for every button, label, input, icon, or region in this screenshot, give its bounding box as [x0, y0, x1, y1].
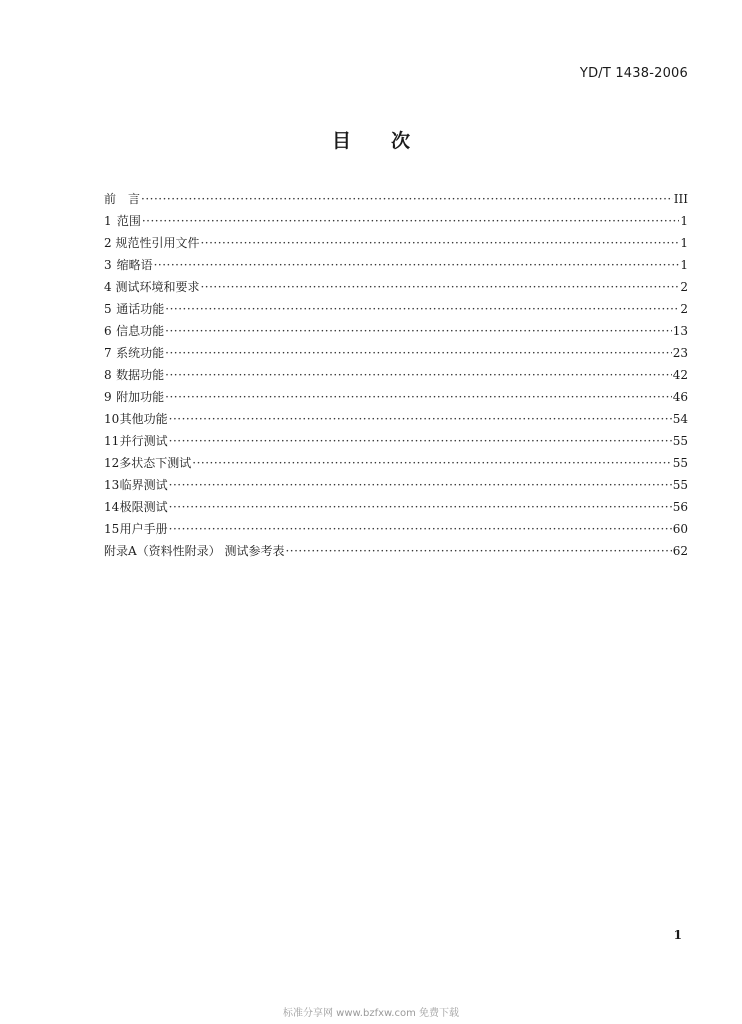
toc-leader-dots — [200, 232, 679, 254]
toc-leader-dots — [169, 474, 672, 496]
toc-leader-dots — [165, 364, 672, 386]
toc-entry-foreword[interactable] — [104, 188, 688, 210]
table-of-contents — [104, 188, 688, 562]
toc-entry-9[interactable] — [104, 386, 688, 408]
standard-code: YD/T 1438-2006 — [579, 66, 688, 81]
toc-entry-6[interactable] — [104, 320, 688, 342]
page-title — [0, 126, 742, 153]
toc-leader-dots — [142, 210, 680, 232]
toc-leader-dots — [141, 188, 673, 210]
toc-entry-number: 7 — [104, 346, 112, 360]
toc-entry-number: 6 — [104, 324, 112, 338]
toc-entry-title: 临界测试 — [119, 478, 168, 492]
toc-entry-2[interactable] — [104, 232, 688, 254]
toc-entry-title: 信息功能 — [116, 324, 165, 338]
toc-entry-title: 系统功能 — [116, 346, 165, 360]
toc-leader-dots — [200, 276, 679, 298]
toc-entry-title: 前 言 — [104, 192, 141, 206]
toc-page-number: 42 — [672, 368, 688, 382]
toc-entry-title: 极限测试 — [119, 500, 168, 514]
toc-entry-number: 8 — [104, 368, 112, 382]
toc-entry-title: 数据功能 — [116, 368, 165, 382]
toc-leader-dots — [165, 386, 672, 408]
toc-entry-title: 附录A（资料性附录） 测试参考表 — [104, 544, 285, 558]
toc-leader-dots — [285, 540, 671, 562]
toc-entry-number: 2 — [104, 236, 112, 250]
toc-entry-title: 缩略语 — [116, 258, 153, 272]
toc-entry-title: 附加功能 — [116, 390, 165, 404]
toc-entry-1[interactable] — [104, 210, 688, 232]
toc-entry-3[interactable] — [104, 254, 688, 276]
toc-entry-number: 4 — [104, 280, 112, 294]
toc-leader-dots — [169, 496, 672, 518]
toc-page-number: 55 — [672, 456, 688, 470]
toc-page-number: 1 — [680, 214, 688, 228]
page-number: 1 — [673, 928, 682, 942]
toc-entry-14[interactable] — [104, 496, 688, 518]
toc-entry-number: 9 — [104, 390, 112, 404]
toc-leader-dots — [165, 320, 672, 342]
toc-page-number: 23 — [672, 346, 688, 360]
toc-page-number: III — [673, 192, 688, 206]
toc-entry-title: 规范性引用文件 — [115, 236, 200, 250]
toc-entry-11[interactable] — [104, 430, 688, 452]
toc-leader-dots — [165, 342, 672, 364]
toc-entry-10[interactable] — [104, 408, 688, 430]
toc-page-number: 2 — [680, 280, 688, 294]
toc-entry-5[interactable] — [104, 298, 688, 320]
toc-entry-15[interactable] — [104, 518, 688, 540]
toc-entry-title: 范围 — [116, 214, 141, 228]
toc-page-number: 1 — [680, 258, 688, 272]
toc-entry-number: 14 — [104, 500, 120, 514]
toc-page-number: 55 — [672, 434, 688, 448]
toc-page-number: 56 — [672, 500, 688, 514]
toc-entry-12[interactable] — [104, 452, 688, 474]
toc-page-number: 13 — [672, 324, 688, 338]
toc-entry-number: 11 — [104, 434, 120, 448]
toc-entry-8[interactable] — [104, 364, 688, 386]
toc-leader-dots — [192, 452, 671, 474]
toc-leader-dots — [154, 254, 680, 276]
toc-entry-title: 通话功能 — [116, 302, 165, 316]
toc-leader-dots — [169, 518, 672, 540]
toc-entry-number: 10 — [104, 412, 120, 426]
toc-page-number: 60 — [672, 522, 688, 536]
toc-page-number: 46 — [672, 390, 688, 404]
toc-leader-dots — [169, 408, 672, 430]
toc-entry-title: 并行测试 — [119, 434, 168, 448]
toc-entry-number: 5 — [104, 302, 112, 316]
toc-leader-dots — [169, 430, 672, 452]
toc-entry-7[interactable] — [104, 342, 688, 364]
toc-entry-number: 1 — [104, 214, 112, 228]
toc-entry-title: 测试环境和要求 — [115, 280, 200, 294]
toc-entry-title: 多状态下测试 — [119, 456, 192, 470]
toc-entry-number: 15 — [104, 522, 120, 536]
toc-entry-13[interactable] — [104, 474, 688, 496]
toc-entry-4[interactable] — [104, 276, 688, 298]
title-char-2: 次 — [391, 130, 411, 152]
toc-entry-title: 用户手册 — [119, 522, 168, 536]
toc-page-number: 2 — [680, 302, 688, 316]
watermark-footer: 标准分享网 www.bzfxw.com 免费下载 — [283, 1008, 459, 1019]
toc-page-number: 1 — [680, 236, 688, 250]
toc-entry-number: 3 — [104, 258, 112, 272]
toc-page-number: 54 — [672, 412, 688, 426]
toc-page-number: 55 — [672, 478, 688, 492]
title-char-1: 目 — [331, 130, 351, 152]
toc-entry-number: 13 — [104, 478, 120, 492]
toc-page-number: 62 — [672, 544, 688, 558]
toc-leader-dots — [165, 298, 679, 320]
toc-entry-appendix-a[interactable] — [104, 540, 688, 562]
toc-entry-title: 其他功能 — [119, 412, 168, 426]
toc-entry-number: 12 — [104, 456, 120, 470]
